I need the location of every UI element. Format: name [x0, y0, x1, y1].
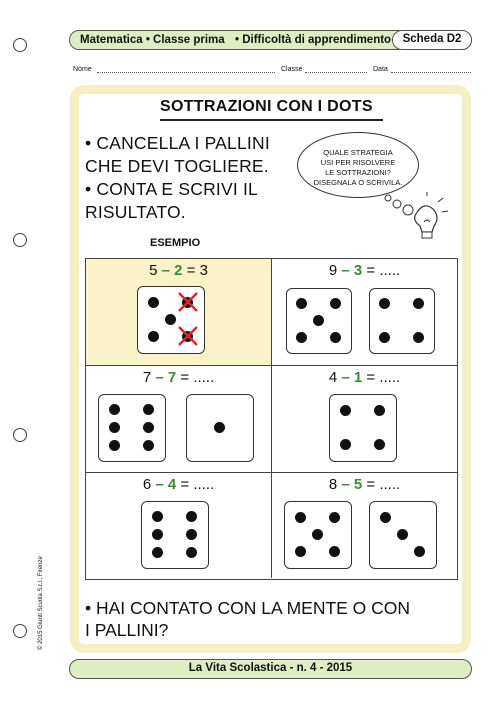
subtrahend: – 1	[341, 369, 363, 386]
equation	[86, 476, 271, 493]
dot	[152, 529, 163, 540]
example-label: ESEMPIO	[150, 237, 201, 249]
dot	[330, 298, 341, 309]
dice-face[interactable]	[98, 394, 166, 462]
instruction-line: CHE DEVI TOGLIERE.	[85, 156, 269, 176]
equation	[272, 476, 457, 493]
exercise-cell	[86, 473, 272, 578]
worksheet-title: SOTTRAZIONI CON I DOTS	[160, 98, 373, 115]
result-blank[interactable]: .....	[379, 262, 401, 279]
equals-sign: =	[366, 369, 376, 386]
dot	[397, 529, 408, 540]
dot	[143, 404, 154, 415]
exercise-cell	[272, 259, 457, 366]
dot	[380, 512, 391, 523]
bubble-text	[300, 148, 416, 188]
result-blank[interactable]: .....	[193, 369, 215, 386]
dice-face[interactable]	[329, 394, 397, 462]
minuend: 8	[328, 476, 338, 493]
subtrahend: – 3	[341, 262, 363, 279]
minuend: 6	[142, 476, 152, 493]
dot	[312, 529, 323, 540]
dot	[379, 332, 390, 343]
name-label: Nome	[73, 66, 92, 73]
bubble-line: QUALE STRATEGIA	[323, 148, 393, 157]
exercise-cell	[86, 366, 272, 473]
equation	[86, 262, 271, 279]
result: 3	[199, 262, 208, 279]
copyright-note: © 2015 Giunti Scuola S.r.l., Firenze	[38, 556, 44, 650]
exercise-cell	[272, 366, 457, 473]
dot	[340, 405, 351, 416]
dot	[165, 314, 176, 325]
dot	[374, 405, 385, 416]
dice-face[interactable]	[369, 288, 435, 354]
subtrahend: – 2	[161, 262, 183, 279]
dot	[329, 546, 340, 557]
dot	[296, 332, 307, 343]
result-blank[interactable]: .....	[193, 476, 215, 493]
dot	[143, 422, 154, 433]
sheet-badge: Scheda D2	[392, 30, 472, 50]
dice-face[interactable]	[141, 501, 209, 569]
equals-sign: =	[366, 262, 376, 279]
date-label: Data	[373, 66, 388, 73]
dot	[296, 298, 307, 309]
dot	[329, 512, 340, 523]
dot	[109, 404, 120, 415]
instruction-line: • CONTA E SCRIVI IL	[85, 179, 258, 199]
dot	[186, 529, 197, 540]
equation	[272, 369, 457, 386]
dot	[148, 331, 159, 342]
bubble-line: USI PER RISOLVERE	[320, 158, 396, 167]
dice-face[interactable]	[284, 501, 352, 569]
dot	[295, 512, 306, 523]
dice-face[interactable]	[286, 288, 352, 354]
title-underline	[160, 119, 383, 121]
equation	[86, 369, 271, 386]
dot	[379, 298, 390, 309]
name-field[interactable]	[97, 72, 275, 73]
dot	[413, 298, 424, 309]
dot	[374, 439, 385, 450]
dot	[330, 332, 341, 343]
result-blank[interactable]: .....	[379, 476, 401, 493]
dot	[152, 511, 163, 522]
dice-face[interactable]	[369, 501, 437, 569]
subtrahend: – 7	[155, 369, 177, 386]
dot	[295, 546, 306, 557]
dot	[143, 440, 154, 451]
lightbulb-icon	[380, 192, 450, 252]
equals-sign: =	[180, 369, 190, 386]
dot	[186, 511, 197, 522]
footer-bar: La Vita Scolastica - n. 4 - 2015	[69, 659, 472, 679]
header-bar	[69, 30, 472, 50]
dot	[109, 422, 120, 433]
minuend: 4	[328, 369, 338, 386]
exercise-cell-example	[86, 259, 272, 366]
dot	[413, 332, 424, 343]
exercise-grid	[85, 258, 458, 580]
question-line: • HAI CONTATO CON LA MENTE O CON	[85, 598, 411, 618]
header-subject: Matematica • Classe prima	[80, 34, 225, 46]
binder-hole	[13, 233, 27, 247]
dot	[109, 440, 120, 451]
minuend: 7	[142, 369, 152, 386]
dice-face[interactable]	[137, 286, 205, 354]
instruction-line: RISULTATO.	[85, 202, 186, 222]
dot	[214, 422, 225, 433]
binder-hole	[13, 624, 27, 638]
subtrahend: – 4	[155, 476, 177, 493]
subtrahend: – 5	[341, 476, 363, 493]
cross-out-mark	[177, 291, 199, 313]
header-topic: • Difficoltà di apprendimento	[235, 34, 392, 46]
binder-hole	[13, 38, 27, 52]
dot	[148, 297, 159, 308]
instruction-line: • CANCELLA I PALLINI	[85, 133, 270, 153]
equals-sign: =	[186, 262, 196, 279]
binder-hole	[13, 428, 27, 442]
minuend: 9	[328, 262, 338, 279]
dot	[414, 546, 425, 557]
final-question	[85, 597, 410, 641]
equals-sign: =	[180, 476, 190, 493]
result-blank[interactable]: .....	[379, 369, 401, 386]
dot	[340, 439, 351, 450]
dot	[313, 315, 324, 326]
class-label: Classe	[281, 66, 303, 73]
dice-face[interactable]	[186, 394, 254, 462]
date-field[interactable]	[391, 72, 471, 73]
cross-out-mark	[177, 325, 199, 347]
minuend: 5	[149, 262, 158, 279]
question-line: I PALLINI?	[85, 620, 169, 640]
bubble-line: DISEGNALA O SCRIVILA.	[313, 178, 403, 187]
exercise-cell	[272, 473, 457, 578]
class-field[interactable]	[305, 72, 367, 73]
bubble-line: LE SOTTRAZIONI?	[325, 168, 391, 177]
dot	[186, 547, 197, 558]
dot	[152, 547, 163, 558]
equation	[272, 262, 457, 279]
equals-sign: =	[366, 476, 376, 493]
